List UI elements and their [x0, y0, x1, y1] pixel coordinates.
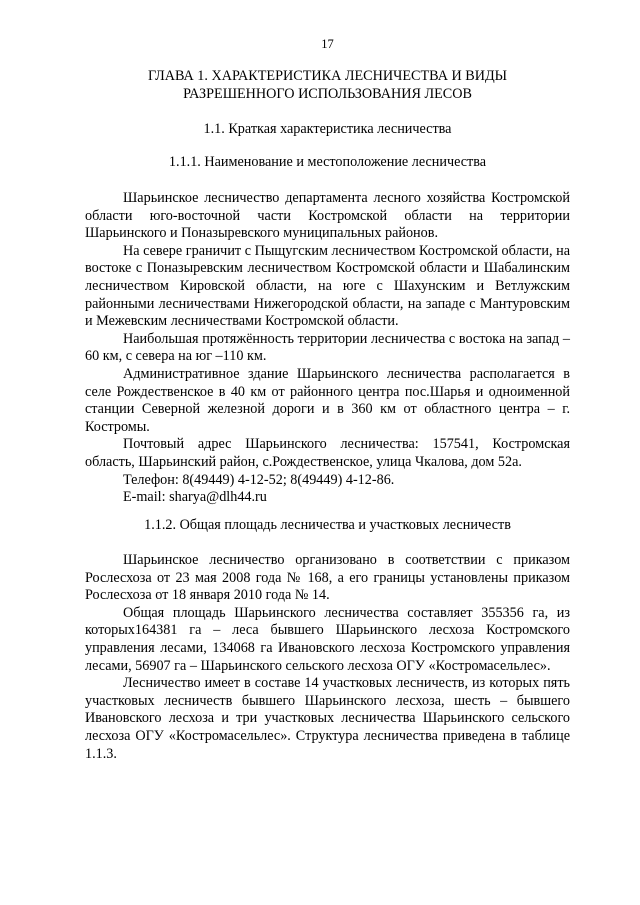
chapter-title	[0, 68, 640, 103]
phone-line: Телефон: 8(49449) 4-12-52; 8(49449) 4-12-86.	[123, 471, 395, 488]
paragraph: Общая площадь Шарьинского лесничества составляет 355356 га, из которых164381 га – леса бывшего Шарьинского лесхоза Костромского управления лесами, 134068 га Ивановского лесхоза Костромского управления лесами, 56907 га – Шарьинского сельского лесхоза ОГУ «Костромасельлес».	[85, 604, 570, 674]
chapter-title-line-1: ГЛАВА 1. ХАРАКТЕРИСТИКА ЛЕСНИЧЕСТВА И ВИДЫ	[147, 68, 508, 84]
paragraph: Шарьинское лесничество департамента лесного хозяйства Костромской области юго-восточной части Костромской области на территории Шарьинского и Поназыревского муниципальных районов.	[85, 190, 570, 242]
area-text-block	[85, 552, 570, 763]
section-heading: 1.1. Краткая характеристика лесничества	[203, 121, 452, 137]
paragraph: Шарьинское лесничество организовано в соответствии с приказом Рослесхоза от 23 мая 2008 года № 168, а его границы установлены приказом Рослесхоза от 18 января 2010 года № 14.	[85, 552, 570, 604]
paragraph: Наибольшая протяжённость территории лесничества с востока на запад – 60 км, с севера на юг –110 км.	[85, 330, 570, 365]
location-text-block	[85, 190, 570, 507]
paragraph: Почтовый адрес Шарьинского лесничества: 157541, Костромская область, Шарьинский район, с.Рождественское, улица Чкалова, дом 52а.	[85, 436, 570, 470]
paragraph: На севере граничит с Пыщугским лесничеством Костромской области, на востоке с Поназыревским лесничеством Костромской области и Шабалинским лесничеством Кировской области, на юге с Шахунским и Ветлужским районными лесничествами Нижегородской области, на западе с Мантуровским и Межевским лесничествами Костромской области.	[85, 242, 570, 330]
page-number: 17	[321, 37, 334, 51]
subsection-heading-area: 1.1.2. Общая площадь лесничества и участковых лесничеств	[144, 517, 511, 533]
subsection-heading-location: 1.1.1. Наименование и местоположение лесничества	[168, 154, 487, 170]
paragraph: Лесничество имеет в составе 14 участковых лесничеств, из которых пять участковых лесничеств бывшего Шарьинского лесхоза, шесть – бывшего Ивановского лесхоза и три участковых лесничества Шарьинского сельского лесхоза ОГУ «Костромасельлес». Структура лесничества приведена в таблице 1.1.3.	[85, 675, 570, 762]
chapter-title-line-2: РАЗРЕШЕННОГО ИСПОЛЬЗОВАНИЯ ЛЕСОВ	[183, 85, 472, 102]
paragraph: Административное здание Шарьинского лесничества располагается в селе Рождественское в 40 км от районного центра пос.Шарья и одноименной станции Северной железной дороги и в 360 км от областного центра – г. Костромы.	[85, 365, 570, 435]
email-line: E-mail: sharya@dlh44.ru	[123, 489, 267, 506]
